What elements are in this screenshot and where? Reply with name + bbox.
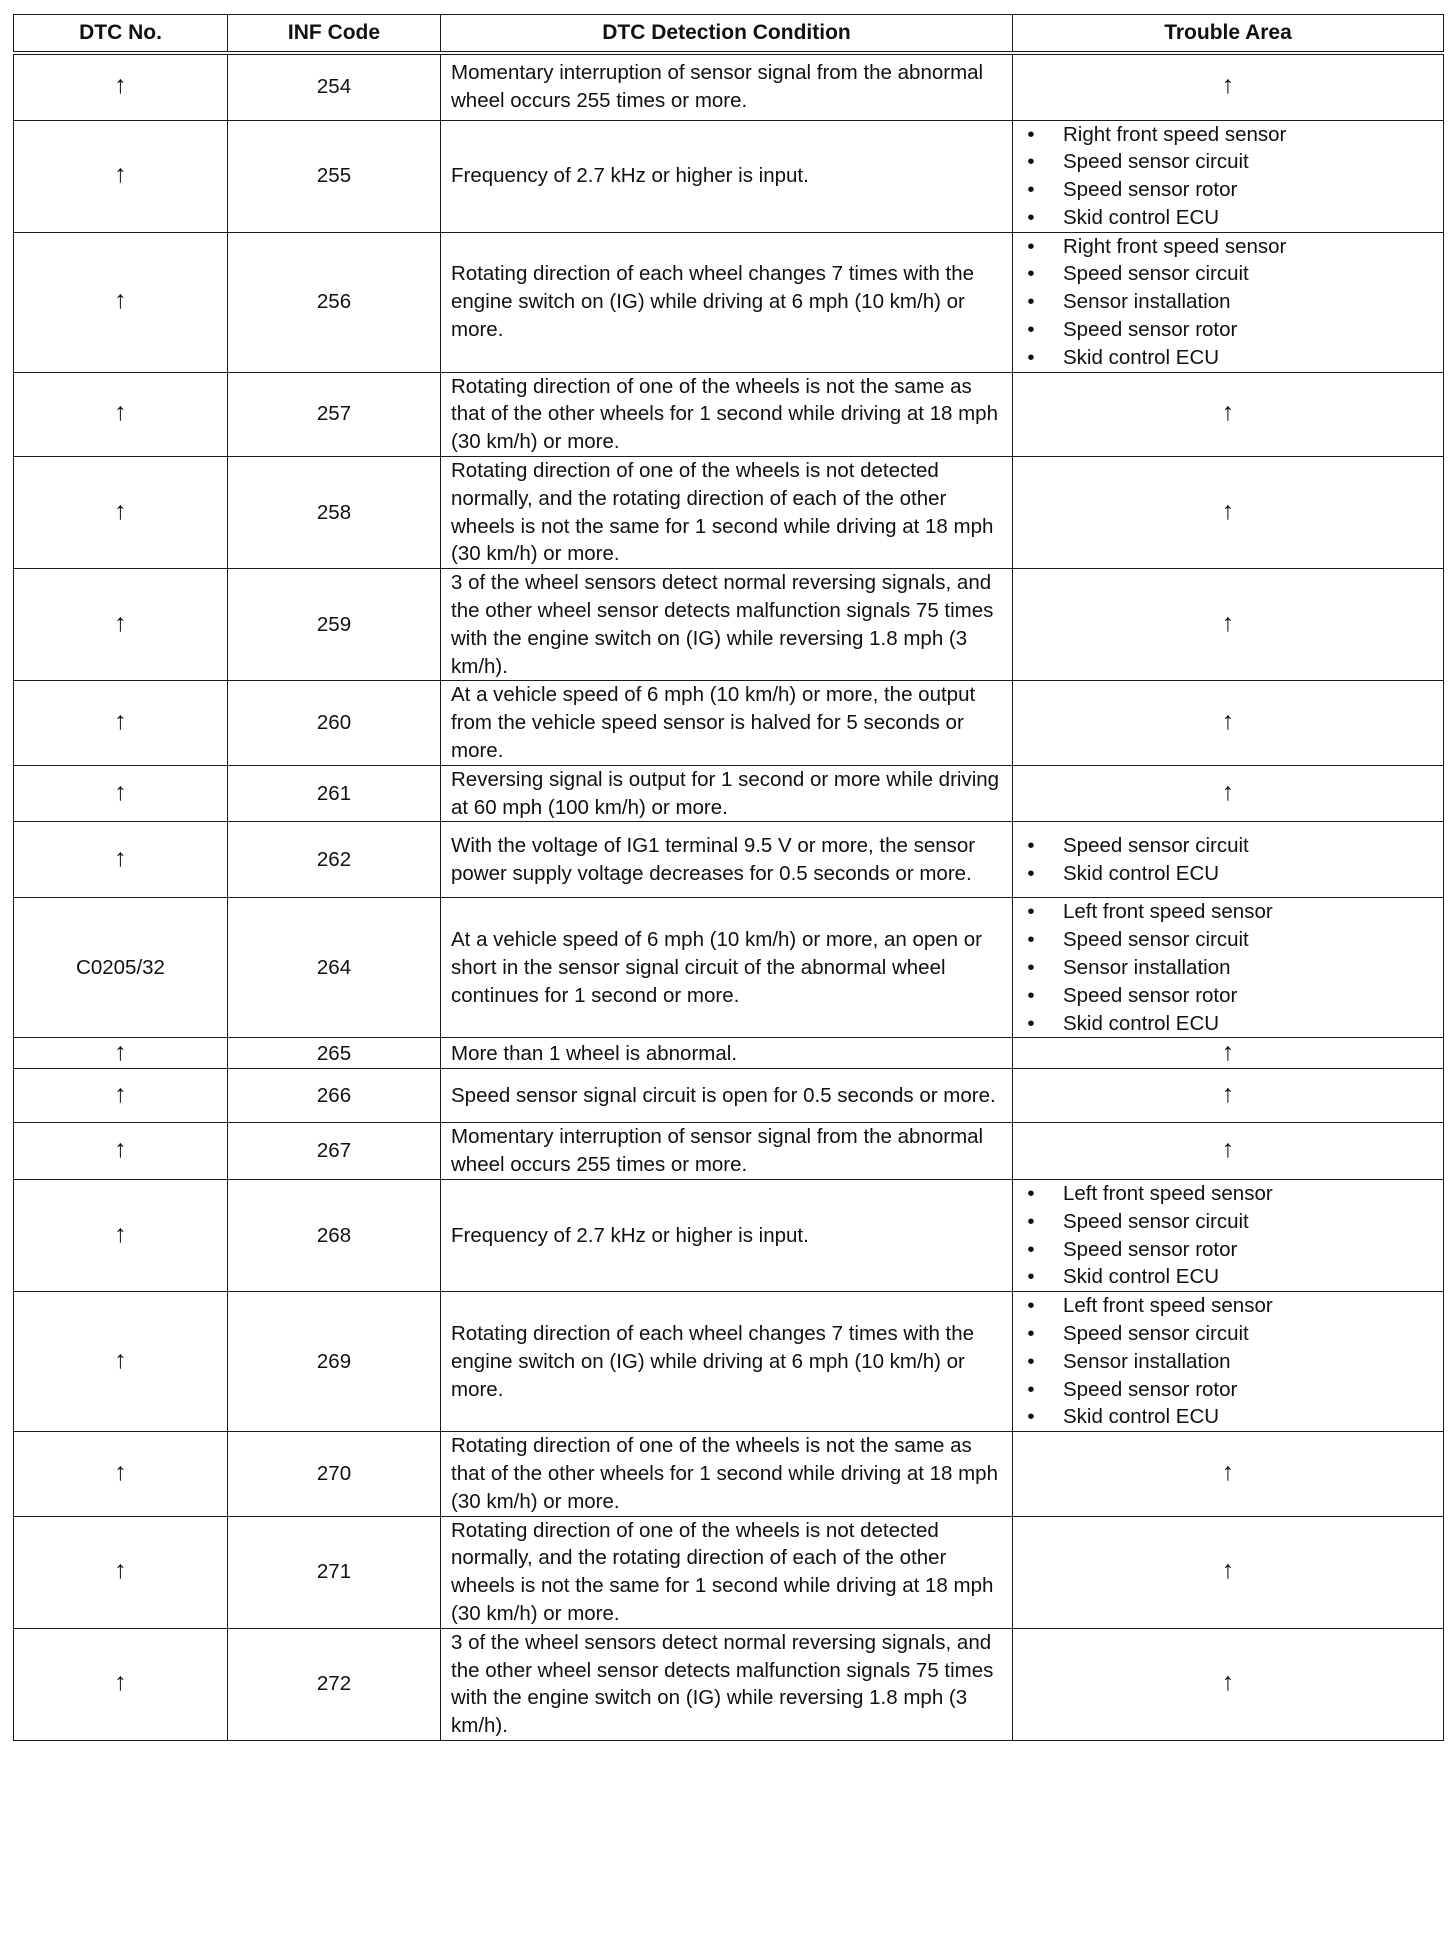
up-arrow-icon: ↑: [1221, 71, 1235, 100]
trouble-area-list: [1013, 1180, 1443, 1291]
header-row: [14, 15, 1444, 54]
trouble-area-label: Speed sensor rotor: [1063, 318, 1238, 342]
table-row: [14, 765, 1444, 822]
cell-dtc-no: [14, 232, 228, 372]
trouble-area-label: Speed sensor rotor: [1063, 178, 1238, 202]
bullet-icon: •: [1027, 262, 1035, 286]
trouble-area-label: Right front speed sensor: [1063, 234, 1287, 258]
cell-inf-code: 254: [228, 53, 441, 120]
cell-trouble-area: [1013, 822, 1444, 898]
trouble-area-item: [1025, 860, 1443, 888]
trouble-area-label: Sensor installation: [1063, 290, 1231, 314]
cell-dtc-no: [14, 1180, 228, 1292]
bullet-icon: •: [1027, 956, 1035, 980]
up-arrow-icon: ↑: [1221, 1457, 1235, 1486]
up-arrow-icon: ↑: [114, 496, 127, 525]
table-row: [14, 1432, 1444, 1516]
trouble-area-item: [1025, 260, 1443, 288]
cell-trouble-area: [1013, 765, 1444, 822]
bullet-icon: •: [1027, 318, 1035, 342]
cell-trouble-area: [1013, 120, 1444, 232]
bullet-icon: •: [1027, 1265, 1035, 1289]
cell-inf-code: 261: [228, 765, 441, 822]
table-body: [14, 53, 1444, 1740]
trouble-area-list: [1013, 121, 1443, 232]
cell-inf-code: 270: [228, 1432, 441, 1516]
cell-trouble-area: [1013, 1038, 1444, 1069]
bullet-icon: •: [1027, 290, 1035, 314]
trouble-area-label: Left front speed sensor: [1063, 900, 1273, 924]
trouble-area-label: Skid control ECU: [1063, 345, 1220, 369]
cell-trouble-area: [1013, 372, 1444, 456]
trouble-area-label: Skid control ECU: [1063, 861, 1220, 885]
cell-detection-condition: Rotating direction of one of the wheels is not detected normally, and the rotating direction of each of the other wheels is not the same for 1 second while driving at 18 mph (30 km/h) or more.: [441, 457, 1013, 569]
trouble-area-label: Skid control ECU: [1063, 1405, 1220, 1429]
cell-detection-condition: Momentary interruption of sensor signal from the abnormal wheel occurs 255 times or more.: [441, 1123, 1013, 1180]
cell-dtc-no: [14, 457, 228, 569]
cell-trouble-area: [1013, 681, 1444, 765]
table-row: [14, 372, 1444, 456]
trouble-area-list: [1013, 898, 1443, 1037]
up-arrow-icon: ↑: [114, 1219, 127, 1248]
trouble-area-item: [1025, 926, 1443, 954]
up-arrow-icon: ↑: [1221, 1080, 1235, 1108]
bullet-icon: •: [1027, 205, 1035, 229]
cell-inf-code: 259: [228, 569, 441, 681]
cell-inf-code: 258: [228, 457, 441, 569]
trouble-area-item: [1025, 233, 1443, 261]
cell-inf-code: 257: [228, 372, 441, 456]
cell-trouble-area: [1013, 1123, 1444, 1180]
up-arrow-icon: ↑: [114, 71, 127, 100]
bullet-icon: •: [1027, 1209, 1035, 1233]
cell-inf-code: 264: [228, 898, 441, 1038]
trouble-area-list: [1013, 233, 1443, 372]
up-arrow-icon: ↑: [114, 1457, 127, 1486]
cell-inf-code: 260: [228, 681, 441, 765]
cell-inf-code: 271: [228, 1516, 441, 1628]
cell-detection-condition: 3 of the wheel sensors detect normal reversing signals, and the other wheel sensor detects malfunction signals 75 times with the engine switch on (IG) while reversing 1.8 mph (3 km/h).: [441, 1628, 1013, 1740]
up-arrow-icon: ↑: [114, 1037, 127, 1066]
cell-dtc-no: [14, 1516, 228, 1628]
trouble-area-label: Right front speed sensor: [1063, 122, 1287, 146]
bullet-icon: •: [1027, 1182, 1035, 1205]
up-arrow-icon: ↑: [1221, 1556, 1235, 1585]
trouble-area-item: [1025, 1320, 1443, 1348]
cell-inf-code: 256: [228, 232, 441, 372]
header-detection-condition: DTC Detection Condition: [441, 15, 1013, 54]
cell-dtc-no: [14, 1432, 228, 1516]
up-arrow-icon: ↑: [114, 608, 127, 637]
up-arrow-icon: ↑: [114, 1345, 127, 1374]
trouble-area-label: Sensor installation: [1063, 1349, 1231, 1373]
bullet-icon: •: [1027, 928, 1035, 952]
up-arrow-icon: ↑: [1221, 1668, 1235, 1697]
cell-inf-code: 269: [228, 1292, 441, 1432]
cell-trouble-area: [1013, 1516, 1444, 1628]
cell-inf-code: 262: [228, 822, 441, 898]
bullet-icon: •: [1027, 834, 1035, 858]
trouble-area-item: [1025, 982, 1443, 1010]
trouble-area-label: Speed sensor circuit: [1063, 262, 1249, 286]
up-arrow-icon: ↑: [1221, 398, 1235, 427]
cell-detection-condition: More than 1 wheel is abnormal.: [441, 1038, 1013, 1069]
trouble-area-label: Skid control ECU: [1063, 1265, 1220, 1289]
cell-dtc-no: [14, 1292, 228, 1432]
up-arrow-icon: ↑: [114, 398, 127, 427]
trouble-area-item: [1025, 1208, 1443, 1236]
up-arrow-icon: ↑: [1221, 707, 1235, 736]
trouble-area-item: [1025, 1376, 1443, 1404]
up-arrow-icon: ↑: [114, 844, 127, 873]
cell-dtc-no: [14, 1123, 228, 1180]
trouble-area-item: [1025, 1263, 1443, 1291]
table-row: [14, 457, 1444, 569]
cell-dtc-no: [14, 120, 228, 232]
cell-trouble-area: [1013, 53, 1444, 120]
table-row: [14, 1038, 1444, 1069]
table-row: [14, 1069, 1444, 1123]
trouble-area-item: [1025, 1292, 1443, 1320]
trouble-area-label: Skid control ECU: [1063, 205, 1220, 229]
cell-inf-code: 265: [228, 1038, 441, 1069]
trouble-area-item: [1025, 316, 1443, 344]
trouble-area-label: Left front speed sensor: [1063, 1182, 1273, 1205]
trouble-area-list: [1013, 1292, 1443, 1431]
cell-dtc-no: [14, 372, 228, 456]
table-row: [14, 569, 1444, 681]
up-arrow-icon: ↑: [114, 1080, 127, 1108]
cell-inf-code: 267: [228, 1123, 441, 1180]
bullet-icon: •: [1027, 1011, 1035, 1035]
cell-detection-condition: Frequency of 2.7 kHz or higher is input.: [441, 1180, 1013, 1292]
up-arrow-icon: ↑: [114, 286, 127, 315]
table-row: [14, 822, 1444, 898]
up-arrow-icon: ↑: [1221, 1135, 1235, 1164]
dtc-number: C0205/32: [76, 956, 165, 980]
table-row: [14, 1292, 1444, 1432]
trouble-area-list: [1013, 832, 1443, 888]
cell-detection-condition: Rotating direction of each wheel changes 7 times with the engine switch on (IG) while driving at 6 mph (10 km/h) or more.: [441, 232, 1013, 372]
trouble-area-label: Skid control ECU: [1063, 1011, 1220, 1035]
dtc-table: [13, 14, 1444, 1741]
cell-inf-code: 272: [228, 1628, 441, 1740]
table-row: [14, 1516, 1444, 1628]
cell-detection-condition: With the voltage of IG1 terminal 9.5 V or more, the sensor power supply voltage decreases for 0.5 seconds or more.: [441, 822, 1013, 898]
cell-detection-condition: Rotating direction of each wheel changes 7 times with the engine switch on (IG) while driving at 6 mph (10 km/h) or more.: [441, 1292, 1013, 1432]
cell-inf-code: 268: [228, 1180, 441, 1292]
trouble-area-item: [1025, 121, 1443, 149]
trouble-area-label: Speed sensor circuit: [1063, 834, 1249, 858]
bullet-icon: •: [1027, 1349, 1035, 1373]
trouble-area-label: Speed sensor rotor: [1063, 983, 1238, 1007]
trouble-area-label: Speed sensor circuit: [1063, 1209, 1249, 1233]
cell-detection-condition: At a vehicle speed of 6 mph (10 km/h) or more, the output from the vehicle speed sensor is halved for 5 seconds or more.: [441, 681, 1013, 765]
table-row: [14, 681, 1444, 765]
cell-dtc-no: [14, 765, 228, 822]
table-row: [14, 1628, 1444, 1740]
trouble-area-item: [1025, 1236, 1443, 1264]
header-trouble-area: Trouble Area: [1013, 15, 1444, 54]
table-row: [14, 1123, 1444, 1180]
cell-trouble-area: [1013, 898, 1444, 1038]
cell-dtc-no: [14, 1038, 228, 1069]
table-row: [14, 53, 1444, 120]
trouble-area-label: Sensor installation: [1063, 956, 1231, 980]
bullet-icon: •: [1027, 1377, 1035, 1401]
trouble-area-item: [1025, 1348, 1443, 1376]
cell-trouble-area: [1013, 569, 1444, 681]
up-arrow-icon: ↑: [114, 1556, 127, 1585]
cell-detection-condition: Frequency of 2.7 kHz or higher is input.: [441, 120, 1013, 232]
table-row: [14, 120, 1444, 232]
header-inf-code: INF Code: [228, 15, 441, 54]
up-arrow-icon: ↑: [1221, 496, 1235, 525]
cell-detection-condition: Reversing signal is output for 1 second or more while driving at 60 mph (100 km/h) or more.: [441, 765, 1013, 822]
cell-inf-code: 266: [228, 1069, 441, 1123]
up-arrow-icon: ↑: [1221, 1037, 1235, 1066]
trouble-area-item: [1025, 148, 1443, 176]
cell-trouble-area: [1013, 1432, 1444, 1516]
cell-detection-condition: Rotating direction of one of the wheels is not detected normally, and the rotating direction of each of the other wheels is not the same for 1 second while driving at 18 mph (30 km/h) or more.: [441, 1516, 1013, 1628]
up-arrow-icon: ↑: [114, 1135, 127, 1164]
bullet-icon: •: [1027, 150, 1035, 174]
cell-trouble-area: [1013, 1628, 1444, 1740]
bullet-icon: •: [1027, 234, 1035, 258]
trouble-area-item: [1025, 954, 1443, 982]
table-row: [14, 1180, 1444, 1292]
cell-detection-condition: At a vehicle speed of 6 mph (10 km/h) or more, an open or short in the sensor signal circuit of the abnormal wheel continues for 1 second or more.: [441, 898, 1013, 1038]
trouble-area-item: [1025, 1010, 1443, 1038]
bullet-icon: •: [1027, 1321, 1035, 1345]
trouble-area-item: [1025, 832, 1443, 860]
trouble-area-item: [1025, 204, 1443, 232]
bullet-icon: •: [1027, 861, 1035, 885]
bullet-icon: •: [1027, 1294, 1035, 1318]
trouble-area-item: [1025, 344, 1443, 372]
trouble-area-item: [1025, 1180, 1443, 1208]
cell-trouble-area: [1013, 1069, 1444, 1123]
bullet-icon: •: [1027, 1237, 1035, 1261]
bullet-icon: •: [1027, 1405, 1035, 1429]
trouble-area-item: [1025, 1403, 1443, 1431]
up-arrow-icon: ↑: [1221, 608, 1235, 637]
cell-dtc-no: [14, 1069, 228, 1123]
trouble-area-item: [1025, 176, 1443, 204]
header-dtc-no: DTC No.: [14, 15, 228, 54]
bullet-icon: •: [1027, 345, 1035, 369]
cell-dtc-no: [14, 1628, 228, 1740]
cell-detection-condition: Rotating direction of one of the wheels is not the same as that of the other wheels for 1 second while driving at 18 mph (30 km/h) or more.: [441, 372, 1013, 456]
up-arrow-icon: ↑: [114, 1668, 127, 1697]
up-arrow-icon: ↑: [1221, 777, 1235, 806]
trouble-area-label: Speed sensor circuit: [1063, 928, 1249, 952]
cell-detection-condition: Speed sensor signal circuit is open for 0.5 seconds or more.: [441, 1069, 1013, 1123]
cell-detection-condition: Rotating direction of one of the wheels is not the same as that of the other wheels for 1 second while driving at 18 mph (30 km/h) or more.: [441, 1432, 1013, 1516]
cell-dtc-no: [14, 822, 228, 898]
bullet-icon: •: [1027, 983, 1035, 1007]
trouble-area-item: [1025, 288, 1443, 316]
up-arrow-icon: ↑: [114, 777, 127, 806]
trouble-area-item: [1025, 898, 1443, 926]
up-arrow-icon: ↑: [114, 160, 127, 189]
bullet-icon: •: [1027, 122, 1035, 146]
trouble-area-label: Speed sensor rotor: [1063, 1237, 1238, 1261]
bullet-icon: •: [1027, 900, 1035, 924]
cell-trouble-area: [1013, 232, 1444, 372]
cell-dtc-no: [14, 681, 228, 765]
cell-detection-condition: Momentary interruption of sensor signal from the abnormal wheel occurs 255 times or more.: [441, 53, 1013, 120]
up-arrow-icon: ↑: [114, 707, 127, 736]
cell-dtc-no: [14, 898, 228, 1038]
cell-dtc-no: [14, 53, 228, 120]
trouble-area-label: Left front speed sensor: [1063, 1294, 1273, 1318]
cell-dtc-no: [14, 569, 228, 681]
table-row: [14, 898, 1444, 1038]
cell-detection-condition: 3 of the wheel sensors detect normal reversing signals, and the other wheel sensor detects malfunction signals 75 times with the engine switch on (IG) while reversing 1.8 mph (3 km/h).: [441, 569, 1013, 681]
bullet-icon: •: [1027, 178, 1035, 202]
cell-trouble-area: [1013, 1292, 1444, 1432]
trouble-area-label: Speed sensor circuit: [1063, 1321, 1249, 1345]
cell-trouble-area: [1013, 457, 1444, 569]
table-row: [14, 232, 1444, 372]
trouble-area-label: Speed sensor rotor: [1063, 1377, 1238, 1401]
cell-trouble-area: [1013, 1180, 1444, 1292]
cell-inf-code: 255: [228, 120, 441, 232]
trouble-area-label: Speed sensor circuit: [1063, 150, 1249, 174]
